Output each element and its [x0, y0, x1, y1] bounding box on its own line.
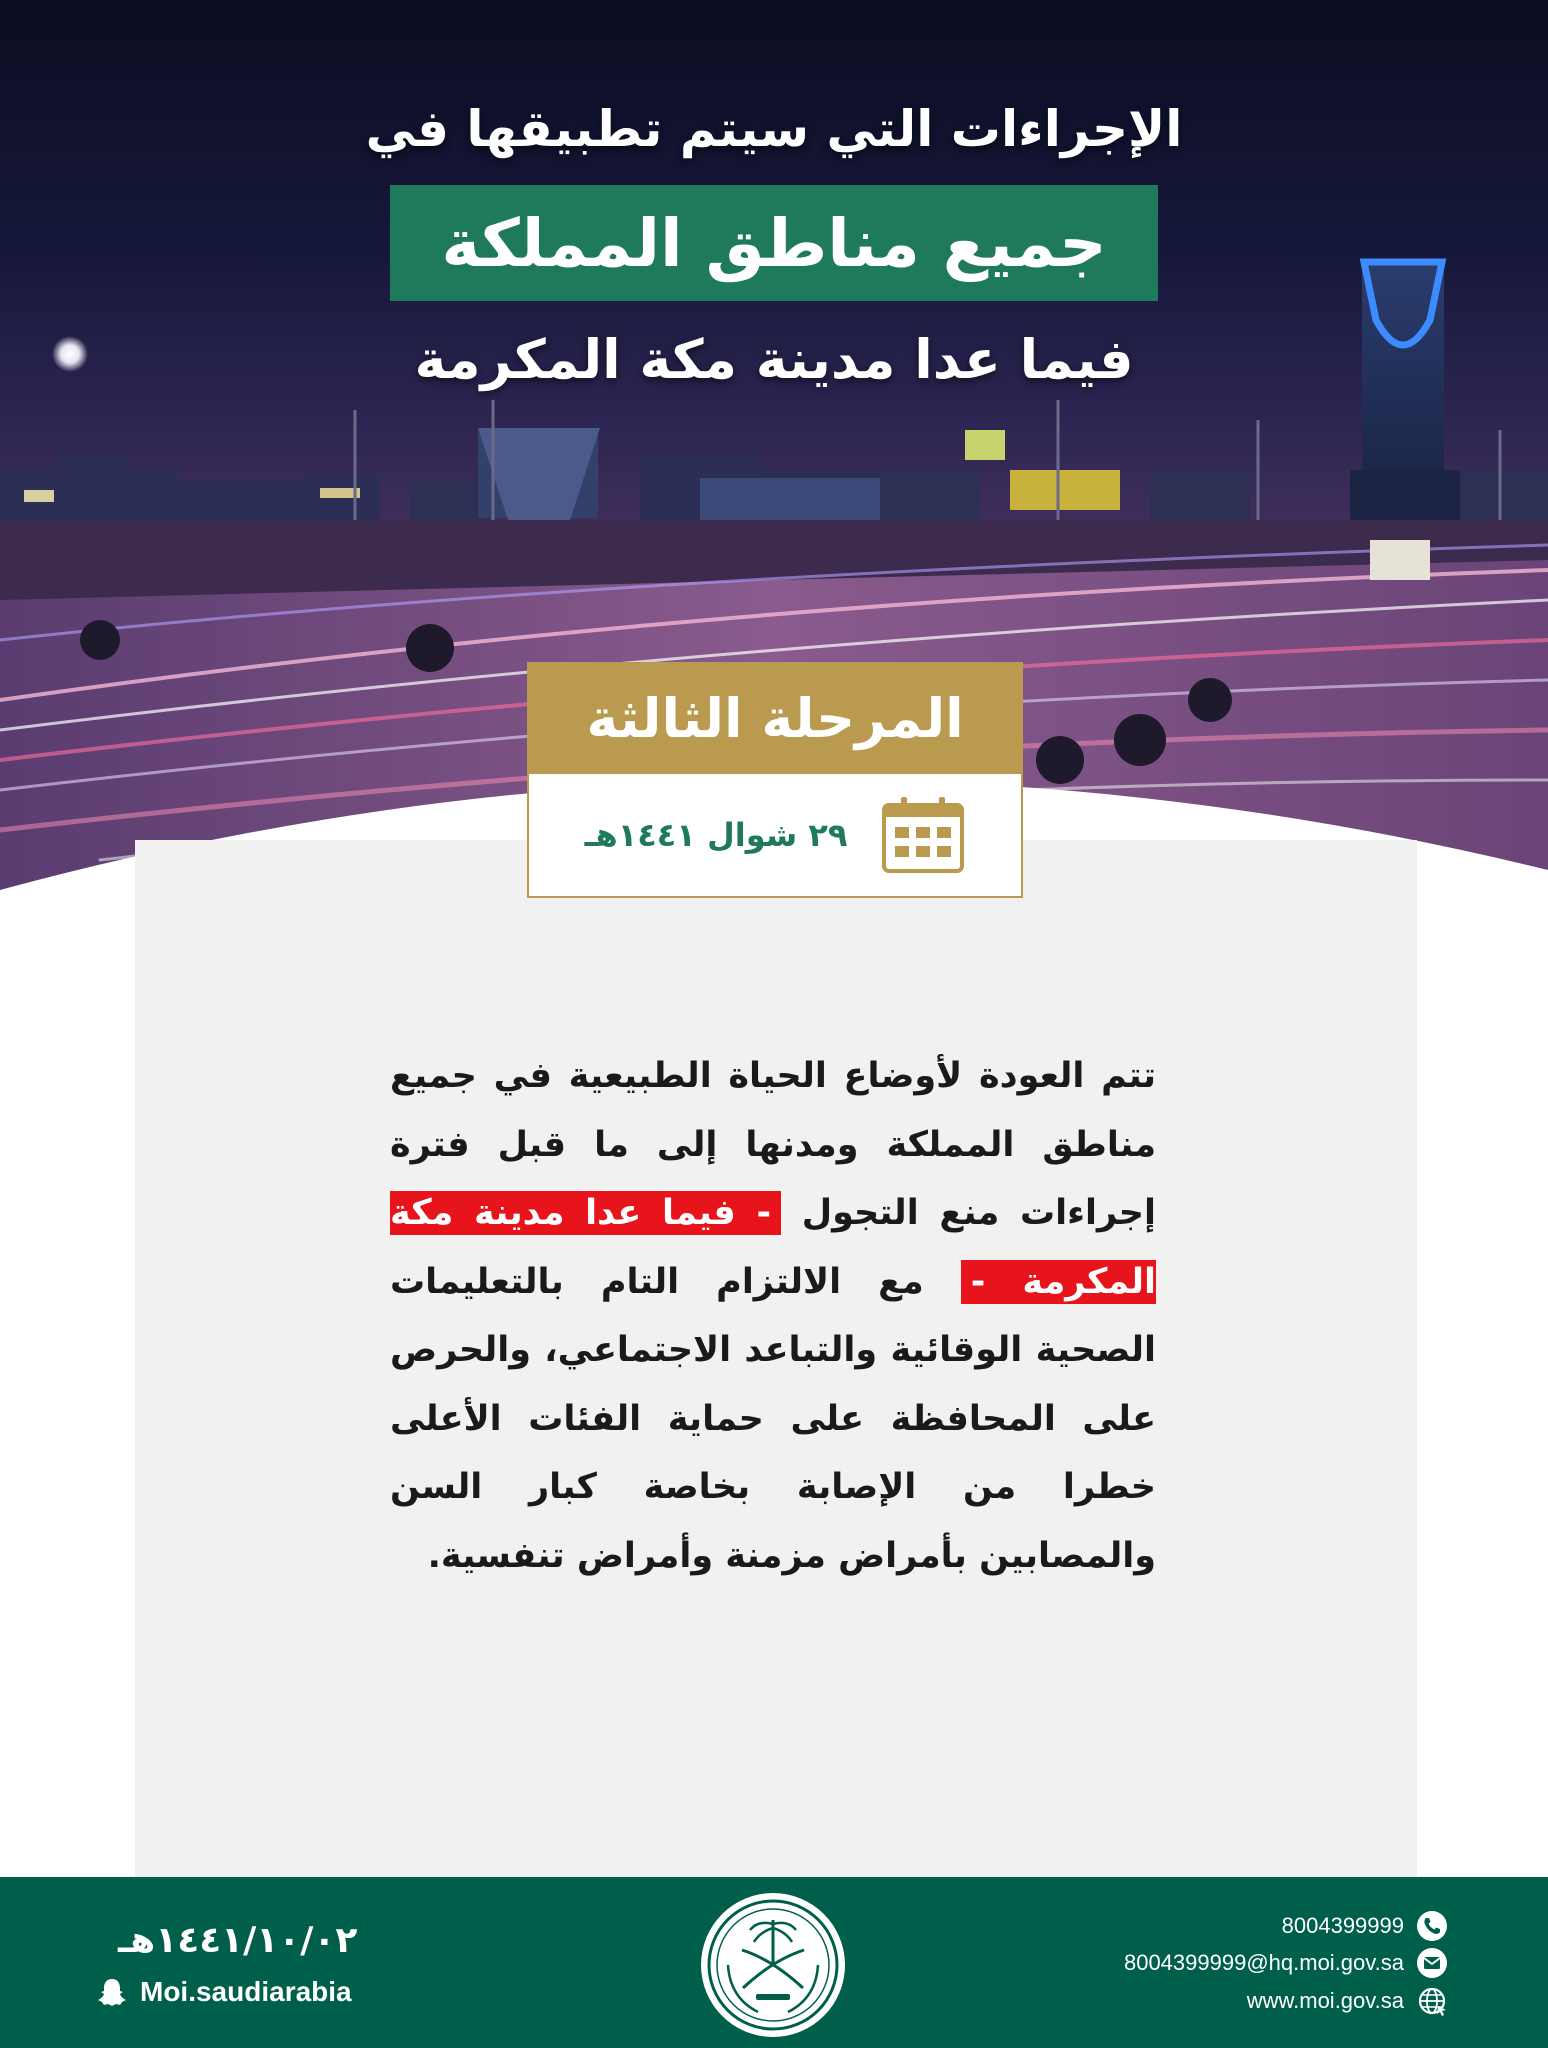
contact-phone[interactable] [1282, 1910, 1448, 1942]
headline-line3: فيما عدا مدينة مكة المكرمة [414, 328, 1134, 391]
snapchat-handle: Moi.saudiarabia [140, 1976, 352, 2007]
headline-line1: الإجراءات التي سيتم تطبيقها في [365, 100, 1183, 158]
calendar-icon [881, 795, 965, 875]
phone-number: 8004399999 [1281, 1913, 1404, 1938]
snapchat-ghost-icon [96, 1976, 128, 2008]
contact-website[interactable] [1247, 1985, 1448, 2017]
phase-title-box [527, 662, 1023, 774]
phase-title: المرحلة الثالثة [586, 686, 964, 750]
ministry-emblem [698, 1890, 848, 2040]
kingdom-tower [1350, 260, 1460, 560]
body-paragraph [390, 1042, 1156, 1590]
phase-date-box [527, 774, 1023, 898]
billboard [1370, 540, 1430, 580]
headline-line2: جميع مناطق المملكة [441, 204, 1107, 282]
website-url: www.moi.gov.sa [1246, 1988, 1404, 2013]
snapchat-link[interactable] [96, 1976, 352, 2008]
footer-date: ١٤٤١/١٠/٠٢هـ [118, 1920, 358, 1961]
phase-date: ٢٩ شوال ١٤٤١هـ [584, 816, 848, 854]
globe-icon [1416, 1985, 1448, 2017]
contact-email[interactable] [1124, 1947, 1448, 1979]
email-address: 8004399999@hq.moi.gov.sa [1123, 1950, 1404, 1975]
body-highlight: - فيما عدا مدينة مكة المكرمة - [390, 1193, 1156, 1302]
email-icon [1416, 1947, 1448, 1979]
body-text-part1: تتم العودة لأوضاع الحياة الطبيعية في جميع مناطق المملكة ومدنها إلى ما قبل فترة إجراءات منع التجول [390, 1056, 1156, 1233]
headline-highlight-band [390, 185, 1158, 301]
body-text-part2: مع الالتزام التام بالتعليمات الصحية الوقائية والتباعد الاجتماعي، والحرص على المحافظة على حماية الفئات الأعلى خطرا من الإصابة بخاصة كبار السن والمصابين بأمراض مزمنة وأمراض تنفسية. [390, 1261, 1156, 1576]
phone-icon [1416, 1910, 1448, 1942]
